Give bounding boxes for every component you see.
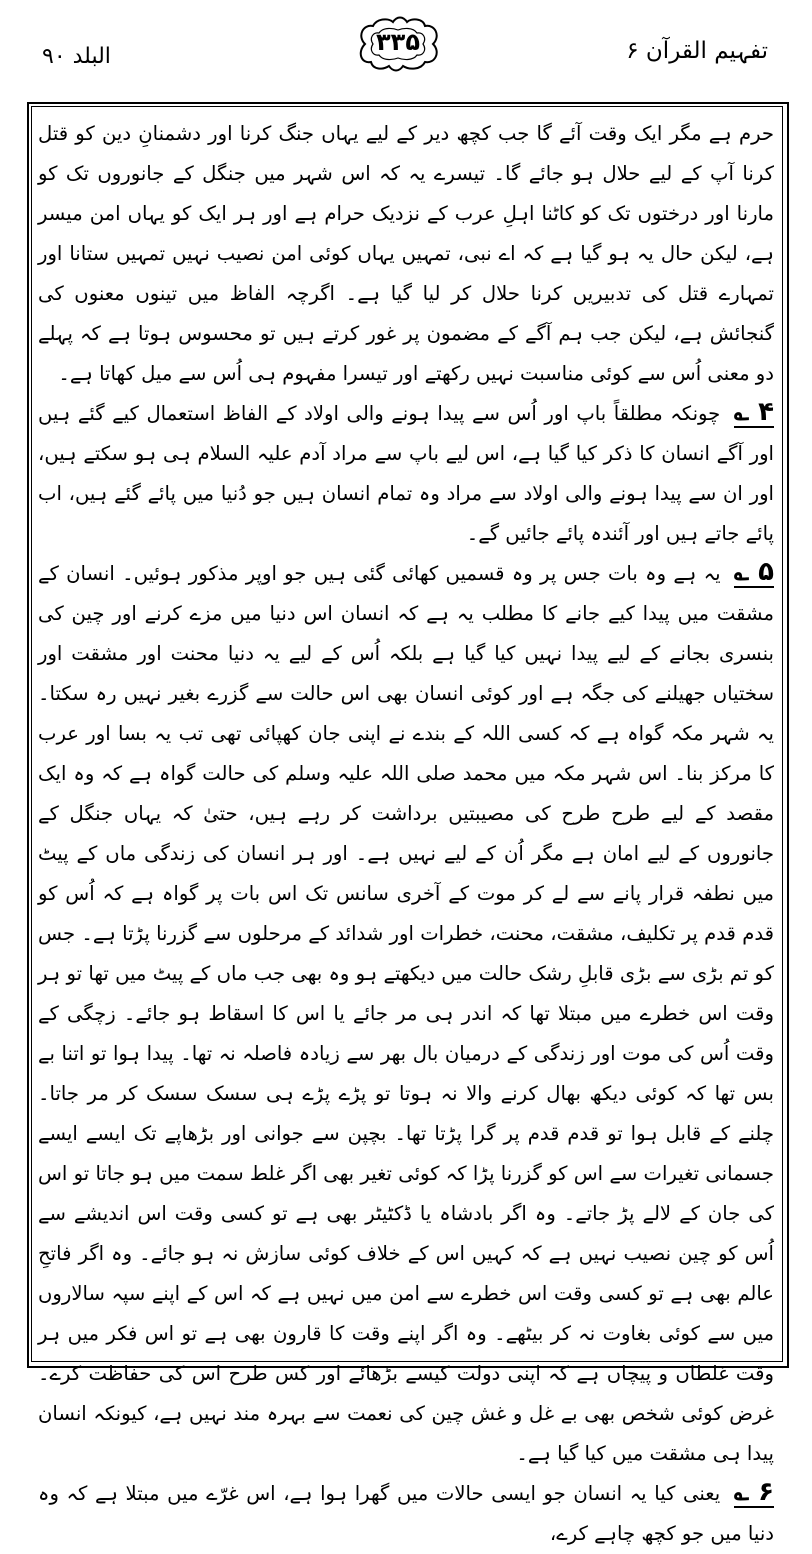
footnote-marker: ۶ ؎	[733, 1477, 774, 1507]
footnote-paragraph	[38, 554, 774, 1474]
page-number: ۳۳۵	[376, 28, 420, 56]
surah-name: البلد ۹۰	[42, 44, 111, 69]
footnote-marker: ۵ ؎	[733, 557, 774, 587]
paragraph-text: حرم ہے مگر ایک وقت آئے گا جب کچھ دیر کے لیے یہاں جنگ کرنا اور دشمنانِ دین کو قتل کرنا آپ کے لیے حلال ہو جائے گا۔ تیسرے یہ کہ اس شہر میں جنگل کے جانوروں تک کو مارنا اور درختوں تک کو کاٹنا اہلِ عرب کے نزدیک حرام ہے اور ہر ایک کو یہاں امن میسر ہے، لیکن حال یہ ہو گیا ہے کہ اے نبی، تمہیں یہاں کوئی امن نصیب نہیں تمہیں ستانا اور تمہارے قتل کی تدبیریں کرنا حلال کر لیا گیا ہے۔ اگرچہ الفاظ میں تینوں معنوں کی گنجائش ہے، لیکن جب ہم آگے کے مضمون پر غور کرتے ہیں تو محسوس ہوتا ہے کہ پہلے دو معنی اُس سے کوئی مناسبت نہیں رکھتے اور تیسرا مفہوم ہی اُس سے میل کھاتا ہے۔	[38, 122, 774, 385]
book-title: تفہیم القرآن ۶	[626, 38, 768, 64]
paragraph	[38, 114, 774, 394]
footnote-marker: ۴ ؎	[733, 397, 775, 427]
paragraph-text: یہ ہے وہ بات جس پر وہ قسمیں کھائی گئی ہیں جو اوپر مذکور ہوئیں۔ انسان کے مشقت میں پیدا کیے جانے کا مطلب یہ ہے کہ انسان اس دنیا میں مزے کرنے اور چین کی بنسری بجانے کے لیے پیدا نہیں کیا گیا ہے بلکہ اُس کے لیے یہ دنیا محنت اور مشقت اور سختیاں جھیلنے کی جگہ ہے اور کوئی انسان بھی اس حالت سے گزرے بغیر نہیں رہ سکتا۔ یہ شہر مکہ گواہ ہے کہ کسی اللہ کے بندے نے اپنی جان کھپائی تھی تب یہ بسا اور عرب کا مرکز بنا۔ اس شہر مکہ میں محمد صلی اللہ علیہ وسلم کی حالت گواہ ہے کہ وہ ایک مقصد کے لیے طرح طرح کی مصیبتیں برداشت کر رہے ہیں، حتیٰ کہ یہاں جنگل کے جانوروں کے لیے امان ہے مگر اُن کے لیے نہیں ہے۔ اور ہر انسان کی زندگی ماں کے پیٹ میں نطفہ قرار پانے سے لے کر موت کے آخری سانس تک اس بات پر گواہ ہے کہ اُس کو قدم قدم پر تکلیف، مشقت، محنت، خطرات اور شدائد کے مرحلوں سے گزرنا پڑتا ہے۔ جس کو تم بڑی سے بڑی قابلِ رشک حالت میں دیکھتے ہو وہ بھی جب ماں کے پیٹ میں تھا تو ہر وقت اس خطرے میں مبتلا تھا کہ اندر ہی مر جائے یا اس کا اسقاط ہو جائے۔ زچگی کے وقت اُس کی موت اور زندگی کے درمیان بال بھر سے زیادہ فاصلہ نہ تھا۔ پیدا ہوا تو اتنا بے بس تھا کہ کوئی دیکھ بھال کرنے والا نہ ہوتا تو پڑے پڑے ہی سسک سسک کر مر جاتا۔ چلنے کے قابل ہوا تو قدم قدم پر گرا پڑتا تھا۔ بچپن سے جوانی اور بڑھاپے تک ایسے ایسے جسمانی تغیرات سے اس کو گزرنا پڑا کہ کوئی تغیر بھی اگر غلط سمت میں ہو جاتا تو اس کی جان کے لالے پڑ جاتے۔ وہ اگر بادشاہ یا ڈکٹیٹر بھی ہے تو کسی وقت اس اندیشے سے اُس کو چین نصیب نہیں ہے کہ کہیں اس کے خلاف کوئی سازش نہ ہو جائے۔ وہ اگر فاتحِ عالم بھی ہے تو کسی وقت اس خطرے سے امن میں نہیں ہے کہ اس کے اپنے سپہ سالاروں میں سے کوئی بغاوت نہ کر بیٹھے۔ وہ اگر اپنے وقت کا قارون بھی ہے تو اس فکر میں ہر وقت غلطاں و پیچاں ہے کہ اپنی دولت کیسے بڑھائے اور کس طرح اس کی حفاظت کرے۔ غرض کوئی شخص بھی بے غل و غش چین کی نعمت سے بہرہ مند نہیں ہے، کیونکہ انسان پیدا ہی مشقت میں کیا گیا ہے۔	[38, 562, 774, 1465]
page-header	[0, 0, 812, 92]
footnote-paragraph	[38, 1474, 774, 1554]
commentary-body	[38, 114, 775, 1545]
page-number-cartouche	[353, 14, 443, 74]
paragraph-text: یعنی کیا یہ انسان جو ایسی حالات میں گھرا ہوا ہے، اس غرّے میں مبتلا ہے کہ وہ دنیا میں جو کچھ چاہے کرے،	[38, 1482, 774, 1545]
paragraph-text: چونکہ مطلقاً باپ اور اُس سے پیدا ہونے والی اولاد کے الفاظ استعمال کیے گئے ہیں اور آگے انسان کا ذکر کیا گیا ہے، اس لیے باپ سے مراد آدم علیہ السلام ہی ہو سکتے ہیں، اور ان سے پیدا ہونے والی اولاد سے مراد وہ تمام انسان ہیں جو دُنیا میں پائے گئے ہیں، اب پائے جاتے ہیں اور آئندہ پائے جائیں گے۔	[38, 402, 774, 545]
footnote-paragraph	[38, 394, 774, 554]
